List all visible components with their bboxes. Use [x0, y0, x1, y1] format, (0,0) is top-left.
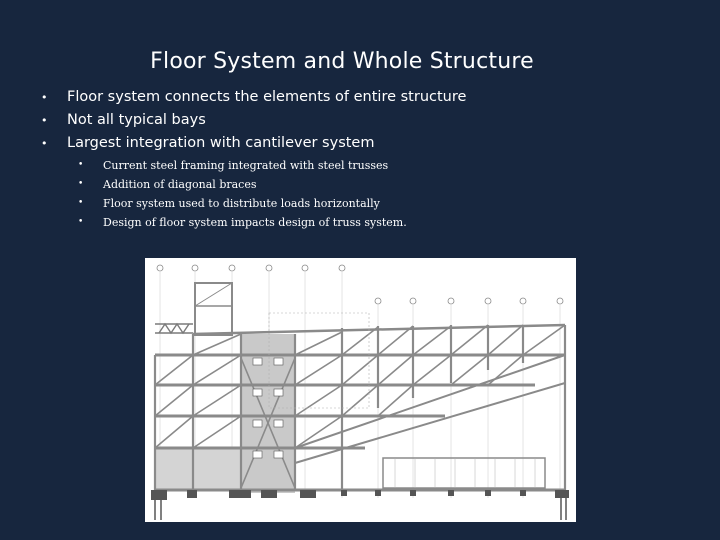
bullet-item — [40, 109, 680, 132]
bullet-dot-icon: • — [41, 137, 48, 150]
bullet-dot-icon: • — [78, 179, 84, 189]
sub-bullet-item — [78, 175, 678, 194]
sub-bullet-item — [78, 156, 678, 175]
sub-bullet-text: Current steel framing integrated with steel trusses — [103, 159, 389, 172]
bullet-dot-icon: • — [78, 217, 84, 227]
main-bullet-list — [40, 86, 680, 155]
sub-bullet-list — [78, 156, 678, 232]
bullet-dot-icon: • — [78, 198, 84, 208]
sub-bullet-text: Addition of diagonal braces — [103, 178, 257, 191]
bullet-item — [40, 132, 680, 155]
bullet-dot-icon: • — [41, 91, 48, 104]
bullet-text: Floor system connects the elements of entire structure — [67, 89, 467, 105]
bullet-text: Largest integration with cantilever system — [67, 135, 375, 151]
bullet-item — [40, 86, 680, 109]
structural-elevation-drawing — [145, 258, 576, 522]
bullet-text: Not all typical bays — [67, 112, 206, 128]
sub-bullet-text: Design of floor system impacts design of truss system. — [103, 216, 407, 229]
structural-elevation-drawing-icon — [145, 258, 576, 522]
sub-bullet-item — [78, 194, 678, 213]
sub-bullet-item — [78, 213, 678, 232]
slide-title: Floor System and Whole Structure — [150, 48, 534, 74]
bullet-dot-icon: • — [41, 114, 48, 127]
bullet-dot-icon: • — [78, 160, 84, 170]
sub-bullet-text: Floor system used to distribute loads horizontally — [103, 197, 380, 210]
